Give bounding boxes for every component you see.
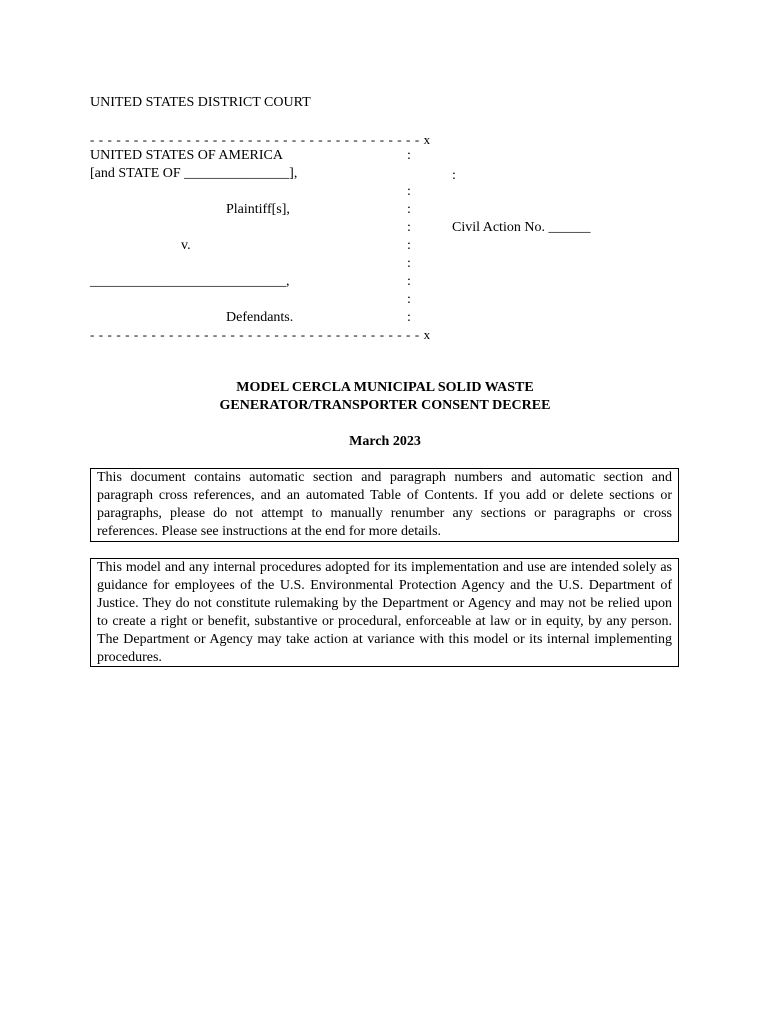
caption-colon: :	[407, 274, 411, 289]
automatic-numbering-notice: This document contains automatic section and paragraph numbers and automatic section and paragraph cross references, and an automated Table of Contents. If you add or delete sections or paragraphs, please do not attempt to manually renumber any sections or paragraphs or cross references. Please see instructions at the end for more details.	[90, 468, 679, 542]
caption-colon: :	[407, 292, 411, 307]
document-date: March 2023	[349, 434, 421, 449]
caption-colon: :	[407, 220, 411, 235]
civil-action-number: Civil Action No. ______	[452, 220, 591, 235]
caption-colon: :	[407, 310, 411, 325]
document-title-line2: GENERATOR/TRANSPORTER CONSENT DECREE	[219, 398, 551, 413]
caption-colon: :	[407, 148, 411, 163]
plaintiff-name: UNITED STATES OF AMERICA	[90, 148, 283, 163]
caption-colon: :	[452, 168, 456, 183]
defendant-name-blank: ____________________________,	[90, 274, 290, 289]
caption-colon: :	[407, 184, 411, 199]
disclaimer-notice: This model and any internal procedures adopted for its implementation and use are intended solely as guidance for employees of the U.S. Environmental Protection Agency and the U.S. Department of Justice. They do not constitute rulemaking by the Department or Agency and may not be relied upon to create a right or benefit, substantive or procedural, enforceable at law or in equity, by any person. The Department or Agency may take action at variance with this model or its internal implementing procedures.	[90, 558, 679, 667]
caption-colon: :	[407, 256, 411, 271]
caption-colon: :	[407, 238, 411, 253]
defendant-role: Defendants.	[226, 310, 294, 325]
caption-border-bottom: - - - - - - - - - - - - - - - - - - - - - - - - - - - - - - - - - - - - - - x	[90, 327, 431, 342]
plaintiff-role: Plaintiff[s],	[226, 202, 290, 217]
versus-label: v.	[181, 238, 191, 253]
caption-colon: :	[407, 202, 411, 217]
document-title-line1: MODEL CERCLA MUNICIPAL SOLID WASTE	[236, 380, 534, 395]
court-name: UNITED STATES DISTRICT COURT	[90, 95, 311, 110]
caption-border-top: - - - - - - - - - - - - - - - - - - - - - - - - - - - - - - - - - - - - - - x	[90, 132, 431, 147]
plaintiff-state: [and STATE OF _______________],	[90, 166, 298, 181]
